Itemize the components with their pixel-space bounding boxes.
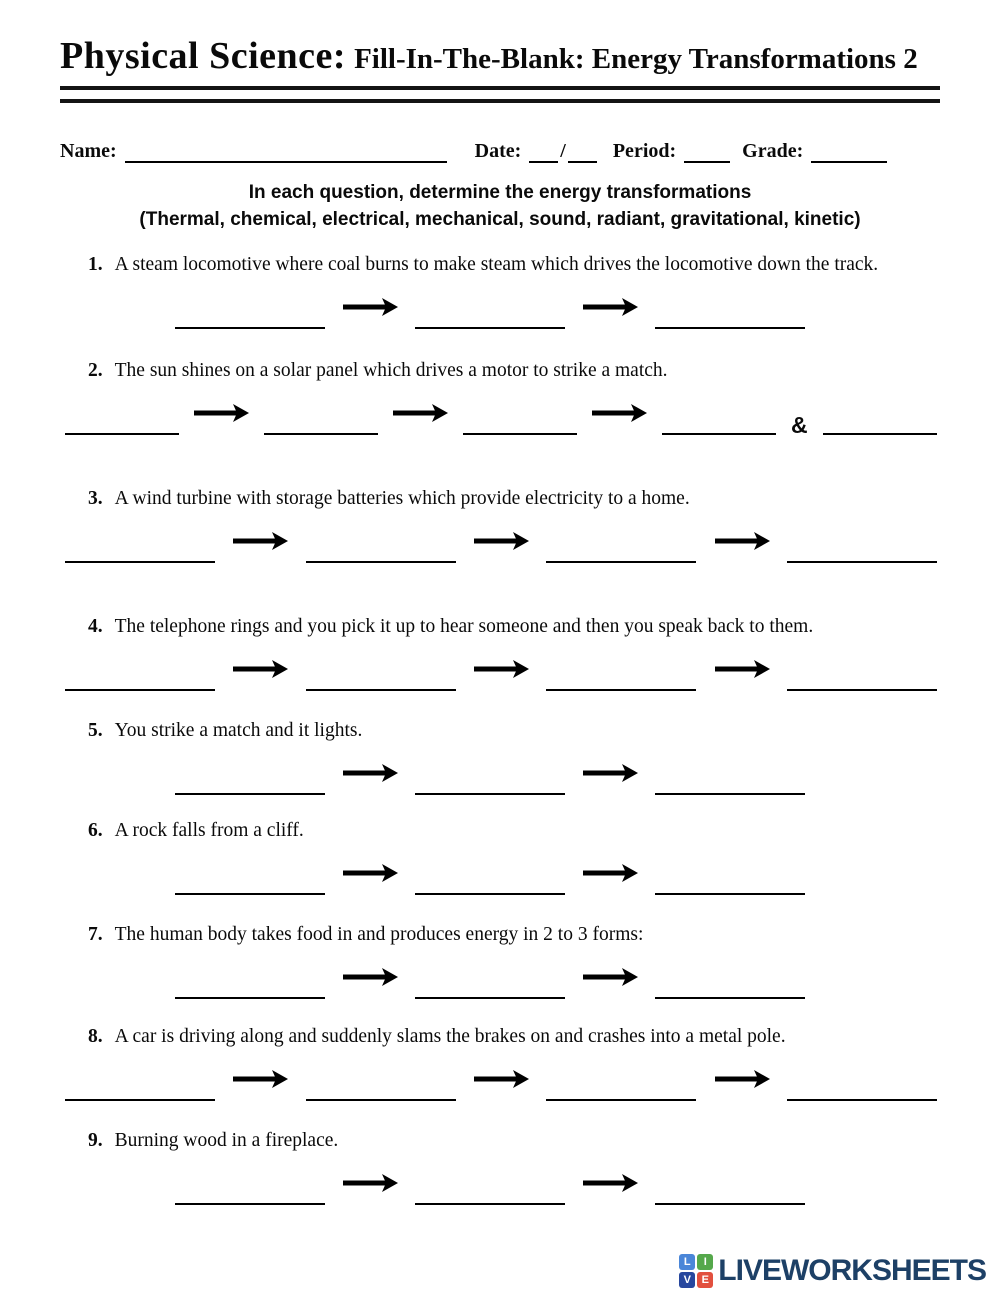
answer-blank[interactable] — [264, 433, 378, 435]
arrow-icon — [342, 966, 398, 986]
answer-blank[interactable] — [655, 997, 805, 999]
question-text: A car is driving along and suddenly slams the brakes on and crashes into a metal pole. — [114, 1025, 786, 1047]
answer-blank[interactable] — [306, 689, 456, 691]
answer-row — [175, 285, 805, 329]
answer-blank[interactable] — [546, 689, 696, 691]
question-number: 3. — [88, 487, 103, 509]
question-text: You strike a match and it lights. — [114, 719, 363, 741]
question-text: The human body takes food in and produces energy in 2 to 3 forms: — [114, 923, 644, 945]
answer-blank[interactable] — [787, 561, 937, 563]
arrow-icon — [582, 862, 638, 882]
worksheet-header — [60, 0, 940, 103]
grade-blank[interactable] — [811, 159, 887, 163]
question-text: A wind turbine with storage batteries which provide electricity to a home. — [114, 487, 690, 509]
instructions-line1: In each question, determine the energy transformations — [248, 181, 752, 203]
answer-blank[interactable] — [655, 1203, 805, 1205]
answer-row — [175, 1161, 805, 1205]
arrow-icon — [473, 658, 529, 678]
answer-row — [175, 751, 805, 795]
arrow-icon — [473, 530, 529, 550]
answer-blank[interactable] — [662, 433, 776, 435]
answer-row — [65, 647, 937, 691]
answer-row — [65, 391, 937, 438]
arrow-icon — [714, 658, 770, 678]
question-number: 2. — [88, 359, 103, 381]
arrow-icon — [342, 862, 398, 882]
grade-label: Grade: — [742, 139, 804, 162]
answer-blank[interactable] — [306, 561, 456, 563]
instructions — [60, 179, 940, 233]
arrow-icon — [591, 402, 647, 422]
question — [60, 613, 940, 691]
answer-blank[interactable] — [463, 433, 577, 435]
answer-blank[interactable] — [65, 433, 179, 435]
answer-blank[interactable] — [65, 561, 215, 563]
student-info-row — [60, 137, 940, 163]
answer-blank[interactable] — [415, 997, 565, 999]
answer-blank[interactable] — [175, 1203, 325, 1205]
answer-blank[interactable] — [787, 1099, 937, 1101]
question-line — [60, 817, 940, 845]
arrow-icon — [232, 658, 288, 678]
answer-blank[interactable] — [306, 1099, 456, 1101]
title-main: Physical Science: — [60, 35, 347, 77]
arrow-icon — [714, 1068, 770, 1088]
answer-blank[interactable] — [175, 327, 325, 329]
liveworksheets-icon — [679, 1254, 713, 1288]
question-number: 6. — [88, 819, 103, 841]
answer-blank[interactable] — [655, 793, 805, 795]
period-blank[interactable] — [684, 159, 730, 163]
arrow-icon — [473, 1068, 529, 1088]
logo-tile-v: V — [679, 1272, 695, 1288]
arrow-icon — [392, 402, 448, 422]
answer-blank[interactable] — [175, 793, 325, 795]
arrow-icon — [582, 1172, 638, 1192]
name-label: Name: — [60, 139, 117, 162]
logo-tile-e: E — [697, 1272, 713, 1288]
question-line — [60, 357, 940, 385]
question-line — [60, 717, 940, 745]
answer-blank[interactable] — [655, 893, 805, 895]
answer-blank[interactable] — [787, 689, 937, 691]
liveworksheets-wordmark: LIVEWORKSHEETS — [718, 1254, 986, 1287]
answer-row — [65, 519, 937, 563]
question-number: 4. — [88, 615, 103, 637]
question-text: The telephone rings and you pick it up to hear someone and then you speak back to them. — [114, 615, 814, 637]
answer-blank[interactable] — [655, 327, 805, 329]
header-divider — [60, 86, 940, 103]
question-text: The sun shines on a solar panel which drives a motor to strike a match. — [114, 359, 668, 381]
ampersand: & — [790, 411, 808, 438]
answer-blank[interactable] — [546, 561, 696, 563]
answer-blank[interactable] — [823, 433, 937, 435]
page-title — [60, 36, 940, 78]
date-label: Date: — [474, 139, 522, 162]
question — [60, 251, 940, 329]
arrow-icon — [342, 762, 398, 782]
answer-blank[interactable] — [175, 997, 325, 999]
arrow-icon — [342, 1172, 398, 1192]
question-number: 5. — [88, 719, 103, 741]
arrow-icon — [232, 530, 288, 550]
question-number: 1. — [88, 253, 103, 275]
question-number: 7. — [88, 923, 103, 945]
arrow-icon — [582, 762, 638, 782]
logo-tile-i: I — [697, 1254, 713, 1270]
date-separator: / — [560, 139, 566, 162]
answer-row — [65, 1057, 937, 1101]
question-text: A rock falls from a cliff. — [114, 819, 304, 841]
answer-blank[interactable] — [415, 893, 565, 895]
question-number: 8. — [88, 1025, 103, 1047]
question — [60, 485, 940, 563]
question-line — [60, 613, 940, 641]
question-line — [60, 485, 940, 513]
question-number: 9. — [88, 1129, 103, 1151]
answer-blank[interactable] — [546, 1099, 696, 1101]
question — [60, 717, 940, 795]
arrow-icon — [582, 296, 638, 316]
answer-blank[interactable] — [415, 1203, 565, 1205]
question-line — [60, 1127, 940, 1155]
question — [60, 1023, 940, 1101]
arrow-icon — [193, 402, 249, 422]
answer-blank[interactable] — [415, 327, 565, 329]
question — [60, 1127, 940, 1205]
arrow-icon — [714, 530, 770, 550]
question-line — [60, 251, 940, 279]
answer-blank[interactable] — [175, 893, 325, 895]
date-day-blank[interactable] — [568, 159, 597, 163]
question — [60, 921, 940, 999]
question-text: Burning wood in a fireplace. — [114, 1129, 339, 1151]
title-sub: Fill-In-The-Blank: Energy Transformations 2 — [354, 43, 918, 75]
question-line — [60, 1023, 940, 1051]
liveworksheets-logo[interactable] — [679, 1254, 986, 1288]
arrow-icon — [582, 966, 638, 986]
questions-list — [60, 251, 940, 1205]
answer-row — [175, 955, 805, 999]
question — [60, 357, 940, 438]
answer-blank[interactable] — [65, 689, 215, 691]
question — [60, 817, 940, 895]
arrow-icon — [232, 1068, 288, 1088]
question-text: A steam locomotive where coal burns to make steam which drives the locomotive down the track. — [114, 253, 879, 275]
name-blank[interactable] — [125, 159, 447, 163]
instructions-line2: (Thermal, chemical, electrical, mechanical, sound, radiant, gravitational, kinetic) — [139, 208, 861, 230]
period-label: Period: — [612, 139, 677, 162]
answer-row — [175, 851, 805, 895]
arrow-icon — [342, 296, 398, 316]
logo-tile-l: L — [679, 1254, 695, 1270]
answer-blank[interactable] — [65, 1099, 215, 1101]
date-month-blank[interactable] — [529, 159, 558, 163]
answer-blank[interactable] — [415, 793, 565, 795]
question-line — [60, 921, 940, 949]
